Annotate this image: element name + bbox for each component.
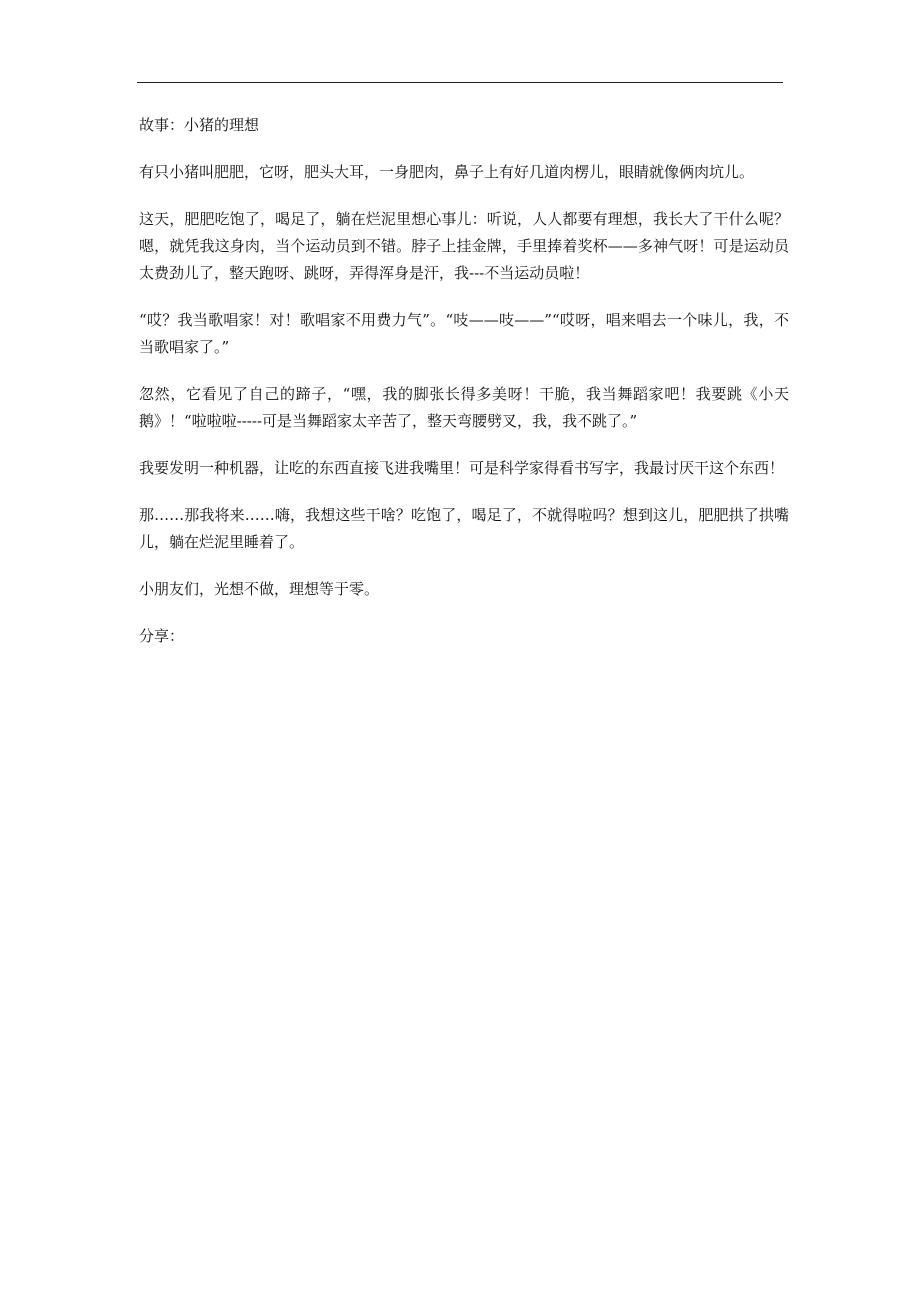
story-title: 故事：小猪的理想 [139,116,260,134]
paragraph-1: 有只小猪叫肥肥，它呀，肥头大耳，一身肥肉，鼻子上有好几道肉楞儿，眼睛就像俩肉坑儿。 [139,163,755,181]
header-rule [137,82,783,83]
paragraph-5: 我要发明一种机器，让吃的东西直接飞进我嘴里！可是科学家得看书写字，我最讨厌干这个东西！ [139,459,785,477]
paragraph-3: “哎？我当歌唱家！对！歌唱家不用费力气”。“吱——吱——”“哎呀，唱来唱去一个味儿，我，不当歌唱家了。” [139,311,789,356]
paragraph-share: 分享： [139,627,185,645]
paragraph-2: 这天，肥肥吃饱了，喝足了，躺在烂泥里想心事儿：听说，人人都要有理想，我长大了干什么呢？嗯，就凭我这身肉，当个运动员到不错。脖子上挂金牌，手里捧着奖杯——多神气呀！可是运动员太费劲儿了，整天跑呀、跳呀，弄得浑身是汗，我---不当运动员啦！ [139,210,789,282]
paragraph-7: 小朋友们，光想不做，理想等于零。 [139,580,380,598]
paragraph-4: 忽然，它看见了自己的蹄子，“嘿，我的脚张长得多美呀！干脆，我当舞蹈家吧！我要跳《小天鹅》！“啦啦啦-----可是当舞蹈家太辛苦了，整天弯腰劈叉，我，我不跳了。” [139,385,789,430]
paragraph-6: 那……那我将来……嗨，我想这些干啥？吃饱了，喝足了，不就得啦吗？想到这儿，肥肥拱了拱嘴儿，躺在烂泥里睡着了。 [139,506,789,551]
document-body [139,112,789,670]
